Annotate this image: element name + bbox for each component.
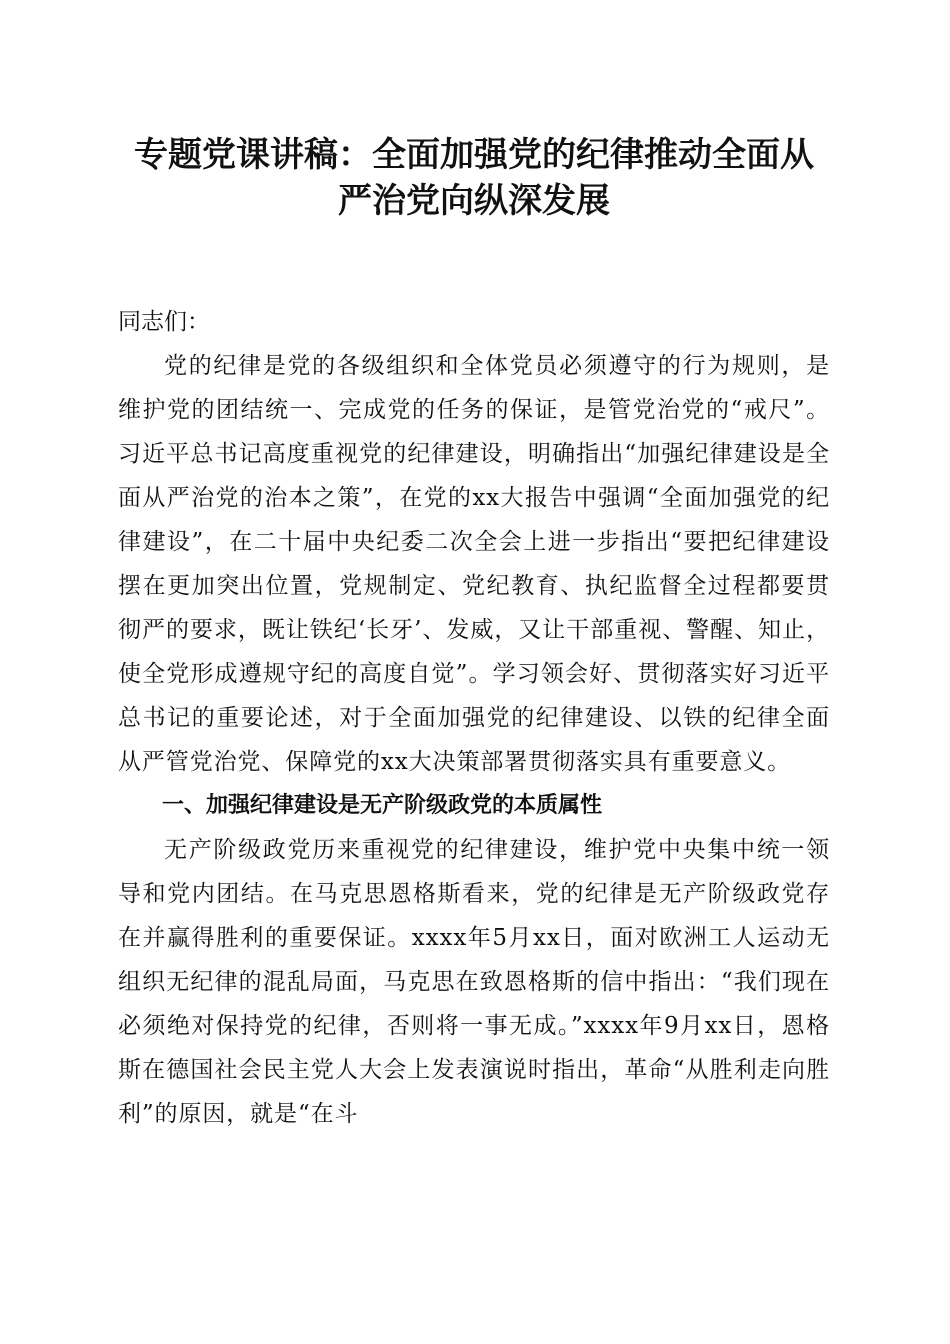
document-body [118, 300, 830, 1136]
document-title [118, 132, 830, 224]
salutation: 同志们： [118, 309, 210, 335]
section-heading-1: 一、加强纪律建设是无产阶级政党的本质属性 [162, 793, 603, 818]
title-line-2: 严治党向纵深发展 [338, 181, 610, 221]
paragraph-intro: 党的纪律是党的各级组织和全体党员必须遵守的行为规则，是维护党的团结统一、完成党的任务的保证，是管党治党的“戒尺”。习近平总书记高度重视党的纪律建设，明确指出“加强纪律建设是全面从严治党的治本之策”，在党的xx大报告中强调“全面加强党的纪律建设”，在二十届中央纪委二次全会上进一步指出“要把纪律建设摆在更加突出位置，党规制定、党纪教育、执纪监督全过程都要贯彻严的要求，既让铁纪‘长牙’、发威，又让干部重视、警醒、知止，使全党形成遵规守纪的高度自觉”。学习领会好、贯彻落实好习近平总书记的重要论述，对于全面加强党的纪律建设、以铁的纪律全面从严管党治党、保障党的xx大决策部署贯彻落实具有重要意义。 [118, 353, 830, 775]
document-page [118, 132, 830, 1136]
paragraph-section-1: 无产阶级政党历来重视党的纪律建设，维护党中央集中统一领导和党内团结。在马克思恩格斯看来，党的纪律是无产阶级政党存在并赢得胜利的重要保证。xxxx年5月xx日，面对欧洲工人运动无组织无纪律的混乱局面，马克思在致恩格斯的信中指出：“我们现在必须绝对保持党的纪律，否则将一事无成。”xxxx年9月xx日，恩格斯在德国社会民主党人大会上发表演说时指出，革命“从胜利走向胜利”的原因，就是“在斗 [118, 837, 830, 1127]
title-line-1: 专题党课讲稿：全面加强党的纪律推动全面从 [134, 135, 814, 175]
